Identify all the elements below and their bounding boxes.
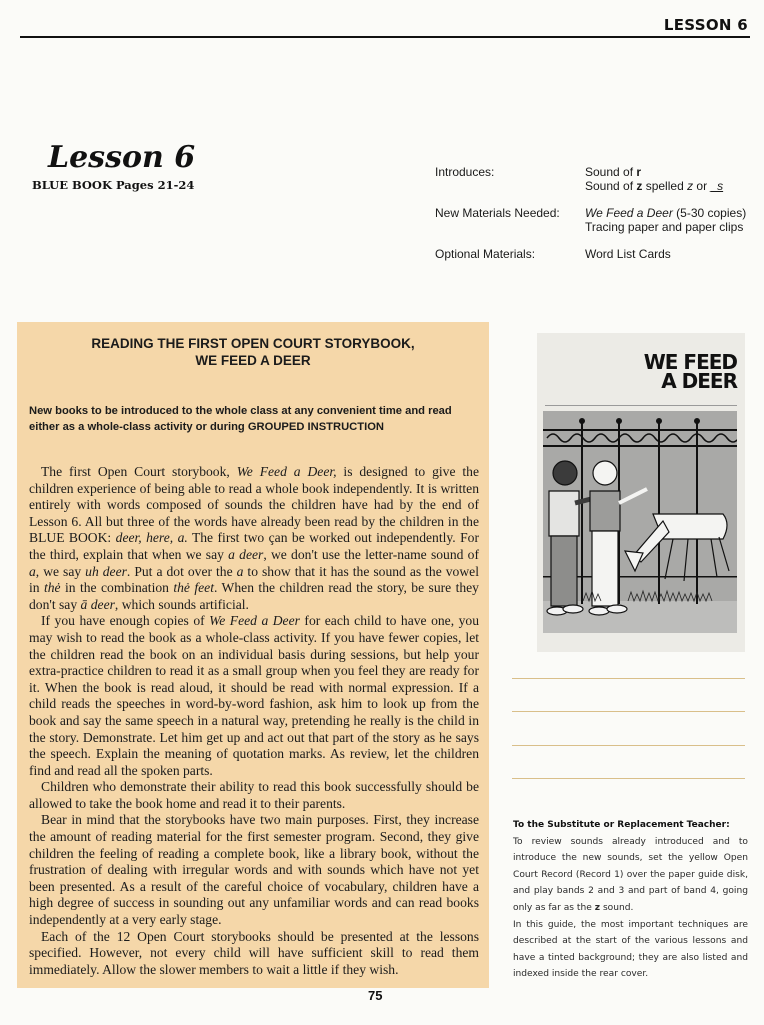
introduces-line-2: [585, 179, 723, 193]
spelling-s: _s: [710, 179, 724, 193]
spelling-z: z: [687, 179, 694, 193]
cover-rule: [545, 405, 737, 406]
cover-title: [643, 350, 737, 393]
paragraph-5: Each of the 12 Open Court storybooks should be presented at the lessons specified. However, not every child will have sufficient skill to read them immediately. Allow the slower members to wait a little if they wish.: [29, 928, 479, 977]
text: We Feed a Deer: [209, 613, 300, 629]
text: thė feet: [173, 580, 214, 596]
cover-illustration: [543, 411, 737, 633]
grouped-instruction: GROUPED INSTRUCTION: [247, 421, 384, 433]
new-materials-line-2: Tracing paper and paper clips: [585, 220, 744, 234]
introduces-values: [585, 165, 723, 193]
technique-panel: [17, 322, 489, 988]
new-materials-line-1: [585, 206, 746, 220]
substitute-paragraph-2: In this guide, the most important techniques are described at the start of the various lessons and have a tinted background; they are also listed and indexed inside the rear cover.: [513, 919, 748, 980]
text: to show that it has the sound as the vowel in: [29, 563, 479, 596]
cover-title-line-1: WE FEED: [643, 350, 737, 374]
optional-values: [585, 247, 671, 261]
text: We Feed a Deer,: [236, 464, 337, 479]
text: The first Open Court storybook,: [41, 464, 237, 479]
text: , we don't use the letter-name sound of: [263, 546, 479, 562]
text: New books to be introduced to the whole class at any convenient time and read either as a whole-class activity or during: [29, 405, 452, 433]
info-row-introduces: [435, 165, 755, 193]
top-rule: [20, 36, 750, 38]
text: uh deer: [85, 563, 127, 579]
text: spelled: [642, 179, 688, 193]
notes-line: [512, 678, 745, 679]
info-row-new-materials: [435, 206, 755, 234]
text: ā deer: [80, 596, 115, 612]
letter-z: z: [636, 179, 643, 193]
running-head: LESSON 6: [663, 16, 748, 34]
text: To review sounds already introduced and to introduce the new sounds, set the yellow Open Court Record (Record 1) over the paper guide disk, and play bands 2 and 3 and part of band 4, going only as far as the: [513, 836, 748, 913]
panel-title-line-1: READING THE FIRST OPEN COURT STORYBOOK,: [91, 336, 415, 351]
notes-line: [512, 711, 745, 712]
text: The first two çan be worked out independently. For the third, explain that when we say: [29, 530, 479, 562]
text: (5-30 copies): [672, 206, 747, 220]
text: for each child to have one, you may wish to read the book as a whole-class activity. If you have fewer copies, let the children read the book on an individual basis during sessions, but help your extra-practice children to read it as a small group when you feel they are ready for it. When the book is read aloud, it should be read with normal expression. If a child reads the speeches in word-by-word fashion, ask him to look up from the book and say the same speech in a natural way, pretending he really is the child in the story. Demonstrate. Let him get up and act out that part of the story as he says the speech. Explain the meaning of quotation marks. As review, let the children find and read all the spoken parts.: [29, 613, 479, 778]
optional-label: Optional Materials:: [435, 247, 536, 261]
page-number: 75: [368, 988, 383, 1003]
text: thė: [43, 580, 61, 596]
text: Sound of: [585, 179, 637, 193]
info-row-optional: [435, 247, 755, 261]
notes-line: [512, 745, 745, 746]
text: , we say: [35, 563, 86, 579]
notes-line: [512, 778, 745, 779]
text: is designed to give the children experience of being able to read a whole book independently. It is written entirely with words composed of sounds the children have had by the end of Lesson 6. All but three of the words have already been read by the children in the BLUE BOOK:: [29, 464, 479, 546]
text: in the combination: [60, 580, 174, 596]
paragraph-3: Children who demonstrate their ability to read this book successfully should be allowed to take the book home and read it to their parents.: [29, 779, 479, 811]
text: Sound of: [585, 165, 637, 179]
text: deer, here, a.: [115, 530, 188, 546]
text: . Put a dot over the: [126, 563, 237, 579]
lesson-info: [435, 165, 755, 274]
text: . When the children read the story, be sure they don't say: [29, 580, 479, 612]
book-cover: [537, 333, 745, 652]
introduces-line-1: [585, 165, 723, 179]
substitute-heading: To the Substitute or Replacement Teacher:: [513, 820, 730, 830]
paragraph-2: [29, 613, 479, 779]
text: a: [29, 563, 36, 579]
letter-z: z: [594, 902, 601, 913]
text: or: [693, 179, 711, 193]
book-title: We Feed a Deer: [585, 206, 673, 220]
introduces-label: Introduces:: [435, 165, 495, 179]
panel-title-line-2: WE FEED A DEER: [195, 353, 311, 368]
cover-title-line-2: A DEER: [661, 369, 737, 393]
letter-r: r: [636, 165, 642, 179]
paragraph-4: Bear in mind that the storybooks have two main purposes. First, they increase the amount of reading material for the first semester program. Second, they give children the feeling of reading a complete book, like a library book, without the frustration of dealing with irregular words and with sounds which have not yet been presented. As a result of the careful choice of vocabulary, children have a high degree of success in sounding out any unfamiliar words and can read books independently at a very early stage.: [29, 812, 479, 928]
text: If you have enough copies of: [41, 613, 210, 629]
text: a deer: [228, 546, 264, 562]
new-materials-values: [585, 206, 746, 234]
substitute-teacher-note: [513, 817, 748, 983]
panel-body: [29, 464, 479, 978]
panel-title: [17, 335, 489, 369]
substitute-paragraph-1: [513, 834, 748, 917]
lesson-title: Lesson 6: [48, 140, 196, 175]
text: , which sounds artificial.: [114, 596, 249, 612]
optional-value: Word List Cards: [585, 247, 671, 261]
paragraph-1: [29, 464, 479, 613]
text: a: [236, 563, 244, 579]
text: sound.: [600, 902, 634, 913]
panel-lead: [29, 403, 481, 435]
lesson-subtitle: BLUE BOOK Pages 21-24: [32, 178, 195, 192]
new-materials-label: New Materials Needed:: [435, 206, 560, 220]
